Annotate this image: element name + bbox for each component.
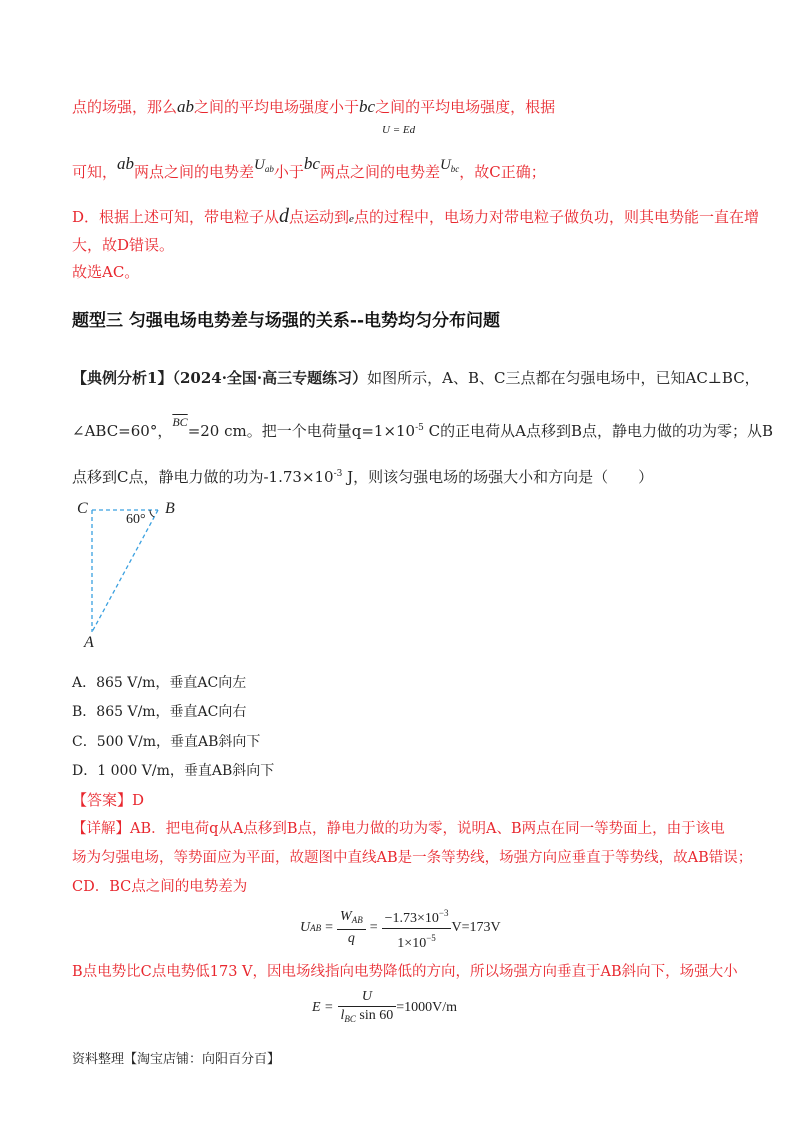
answer: 【答案】D xyxy=(72,791,145,809)
para2-line1: D．根据上述可知，带电粒子从d点运动到e点的过程中，电场力对带电粒子做负功，则其电势能一直在增 xyxy=(72,205,759,227)
label-c: C xyxy=(77,500,88,517)
option-d: D．1 000 V/m，垂直AB斜向下 xyxy=(72,763,275,779)
para2-line3: 故选AC。 xyxy=(72,263,140,281)
detail-line4: B点电势比C点电势低173 V，因电场线指向电势降低的方向，所以场强方向垂直于AB斜向下，场强大小 xyxy=(72,964,738,980)
example-line3: 点移到C点，静电力做的功为$-1.73\times 10^{-3}$ J，则该匀强电场的场强大小和方向是（ ） xyxy=(72,468,654,486)
option-a: A．865 V/m，垂直AC向左 xyxy=(72,675,247,691)
example-line1: 【典例分析1】（2024·全国·高三专题练习）如图所示，A、B、C三点都在匀强电场中，已知AC⊥BC， xyxy=(72,369,760,387)
example-line2: ∠ABC=60°，$^{\overline{BC}}$=20 cm。把一个电荷量$q=1\times 10^{-5}$ C的正电荷从A点移到B点，静电力做的功为零；从B xyxy=(72,415,774,440)
formula-e: E = $\frac{U}{l_{BC} \sin 60}$ =1000V/m xyxy=(312,989,458,1024)
para2-line2: 大，故D错误。 xyxy=(72,236,175,254)
var-ab: ab xyxy=(177,97,195,116)
option-c: C．500 V/m，垂直AB斜向下 xyxy=(72,734,261,750)
option-b: B．865 V/m，垂直AC向右 xyxy=(72,704,247,720)
label-a: A xyxy=(84,634,94,651)
formula-u-ed: U = Ed xyxy=(382,124,416,136)
detail-line3: CD．BC点之间的电势差为 xyxy=(72,879,248,895)
angle-arc xyxy=(150,510,154,517)
line-ba xyxy=(92,510,158,632)
formula-uab: U AB = $\frac{W_{AB}}{q}$ = $\frac{-1.73\times 10^{-3}}{1\times 10^{-5}}$ V=173V xyxy=(300,903,501,953)
para1-line1: 点的场强，那么ab之间的平均电场强度小于bc之间的平均电场强度，根据 xyxy=(72,97,556,116)
angle-label: 60° xyxy=(126,512,146,527)
section-heading: 题型三 匀强电场电势差与场强的关系--电势均匀分布问题 xyxy=(72,311,501,331)
detail-line2: 场为匀强电场，等势面应为平面，故题图中直线AB是一条等势线，场强方向应垂直于等势线，故AB错误； xyxy=(72,850,753,866)
para1-line2: 可知，ab两点之间的电势差$U_{ab}$小于bc两点之间的电势差$U_{bc}$，故C正确； xyxy=(72,154,546,181)
detail-line1: 【详解】AB．把电荷q从A点移到B点，静电力做的功为零，说明A、B两点在同一等势面上，由于该电 xyxy=(72,821,725,837)
var-bc: bc xyxy=(359,97,376,116)
footer: 资料整理【淘宝店铺：向阳百分百】 xyxy=(72,1052,281,1067)
label-b: B xyxy=(165,500,175,517)
